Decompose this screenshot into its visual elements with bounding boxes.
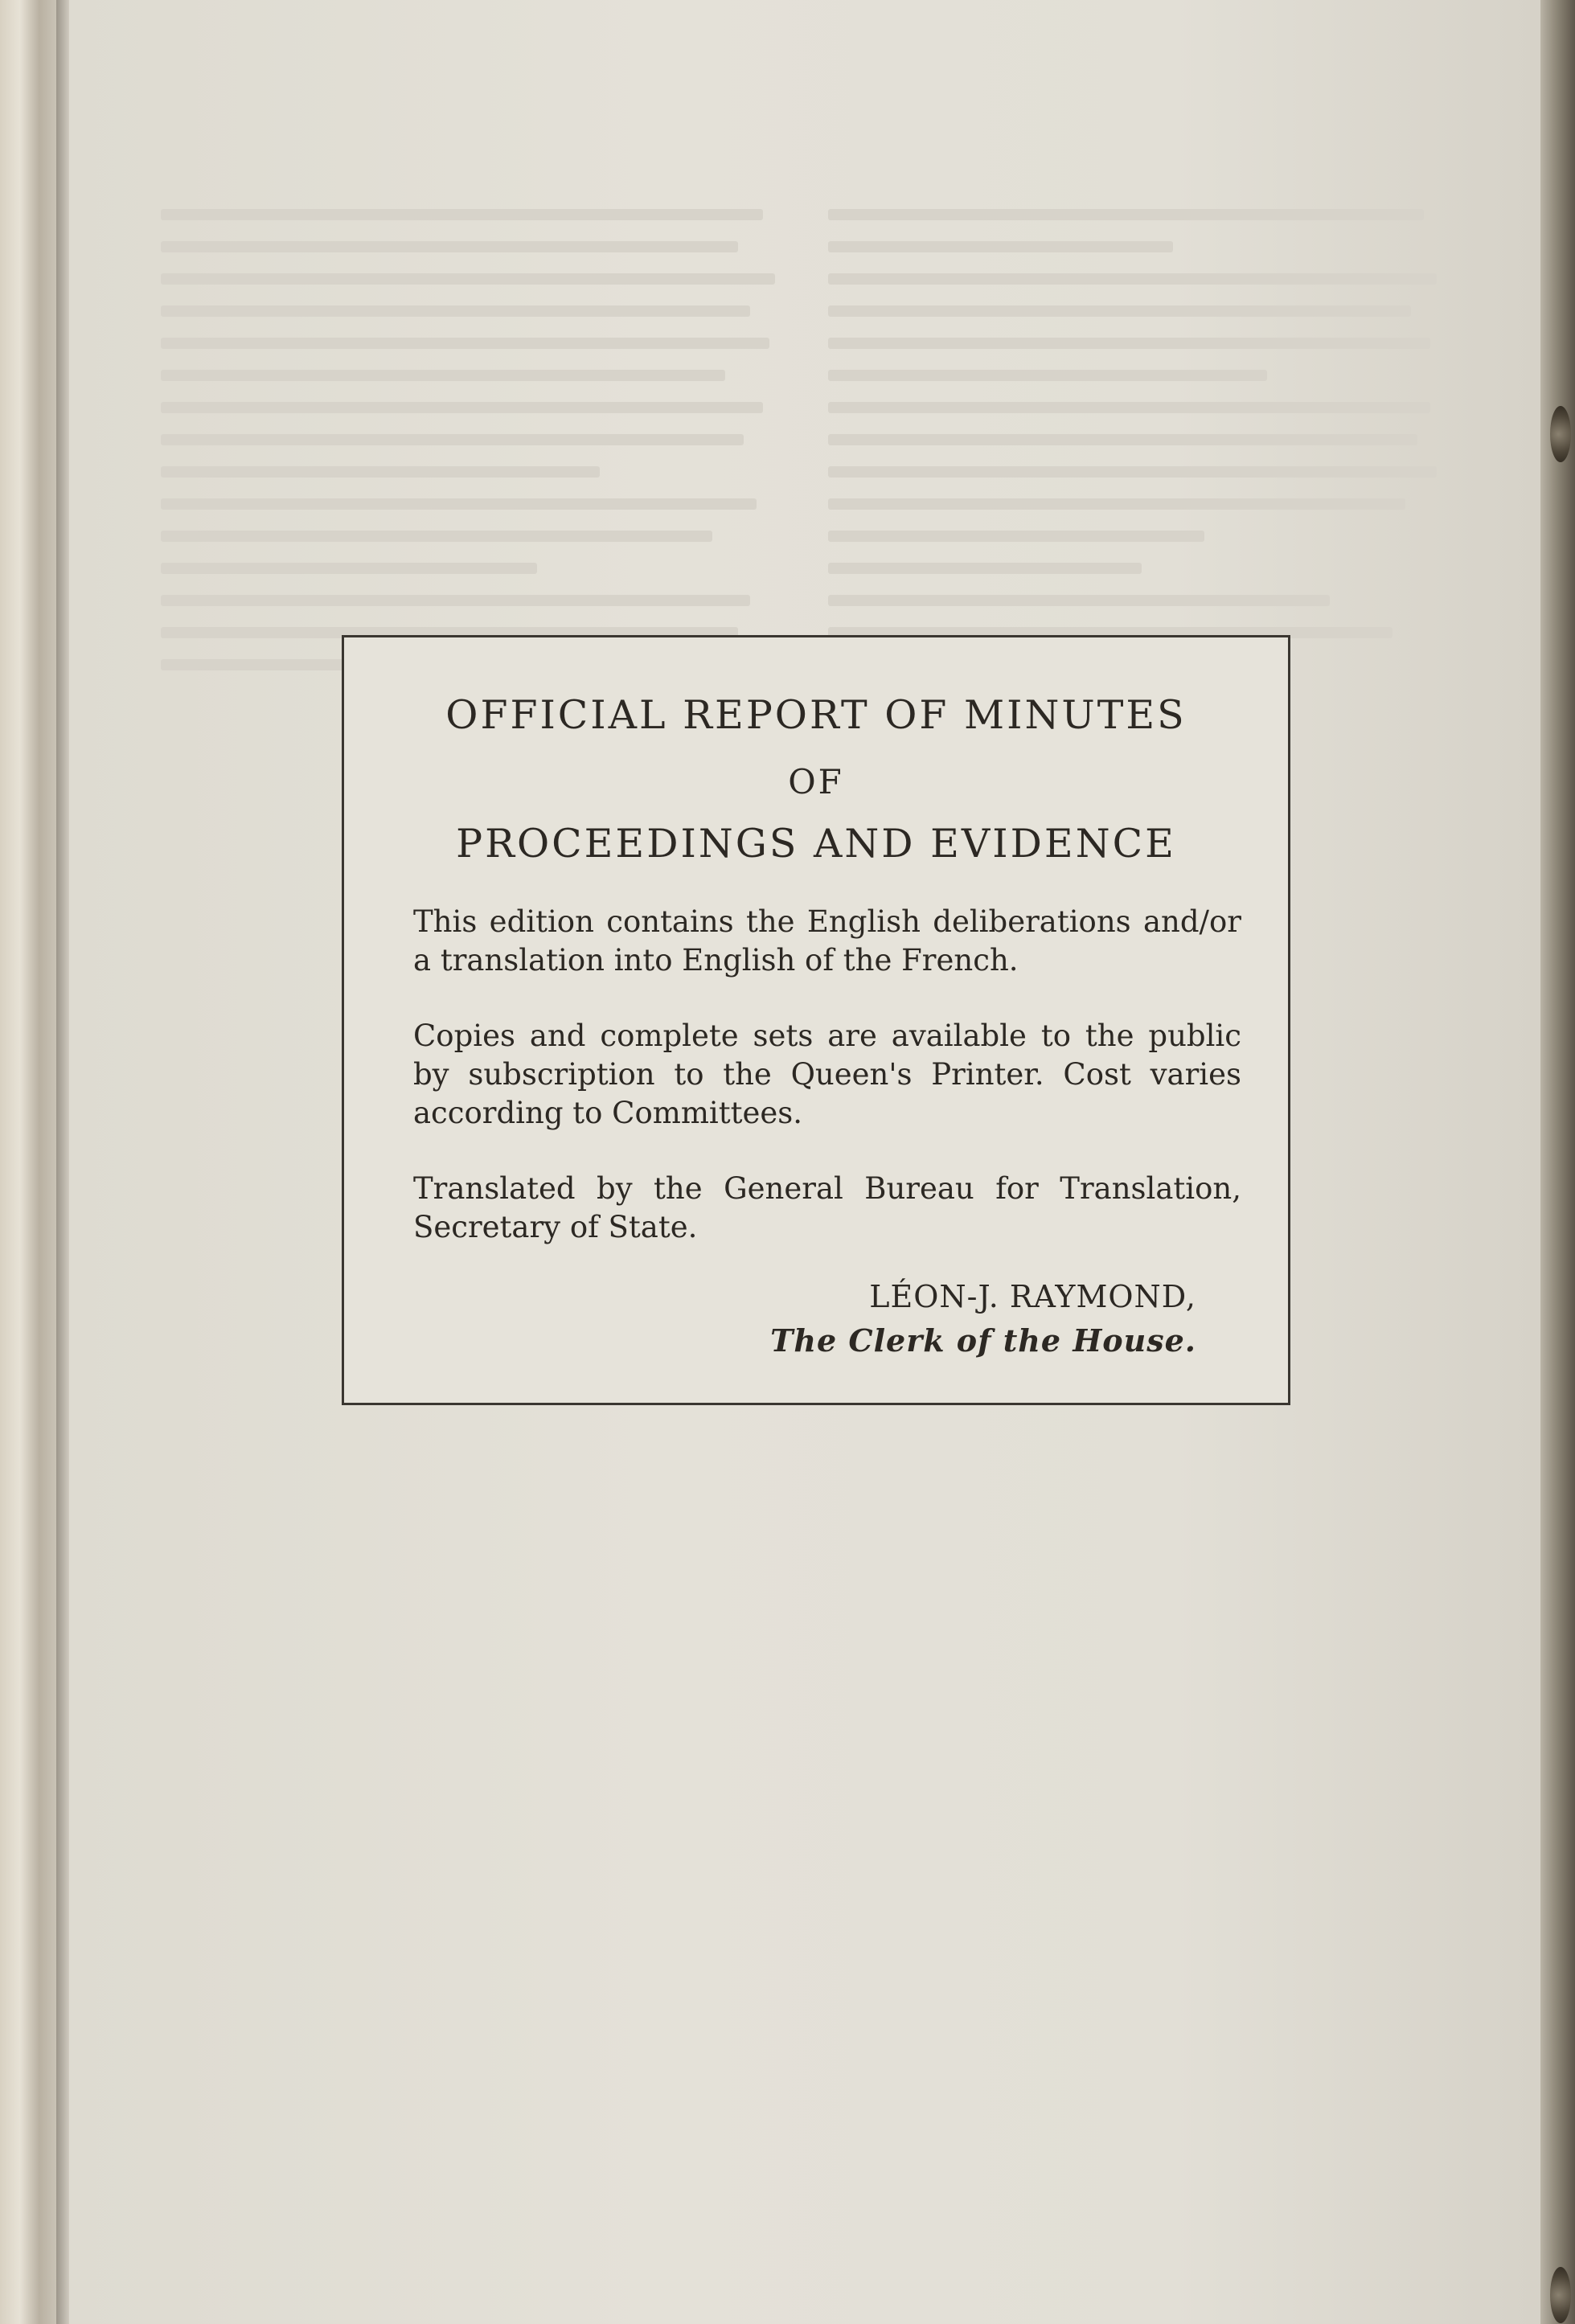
signatory-name: LÉON-J. RAYMOND,	[869, 1279, 1196, 1314]
notice-title-line2: OF	[788, 762, 844, 801]
edition-contents-paragraph: This edition contains the English deliberations and/or a translation into English of the French.	[413, 904, 1241, 978]
binder-ring-bottom	[1550, 2267, 1571, 2323]
page-right-edge	[1540, 0, 1575, 2324]
binder-ring-top	[1550, 406, 1571, 462]
official-report-notice-box	[342, 635, 1290, 1405]
signatory-title: The Clerk of the House.	[770, 1322, 1196, 1359]
notice-title-line3: PROCEEDINGS AND EVIDENCE	[456, 821, 1176, 867]
show-through-left-column	[161, 209, 788, 691]
show-through-right-column	[828, 209, 1455, 691]
subscription-paragraph: Copies and complete sets are available to the public by subscription to the Queen's Printer. Cost varies according to Committees.	[413, 1019, 1241, 1130]
notice-title-line1: OFFICIAL REPORT OF MINUTES	[445, 692, 1187, 738]
book-binding-edge	[0, 0, 56, 2324]
binding-shadow	[56, 0, 69, 2324]
translation-credit-paragraph: Translated by the General Bureau for Translation, Secretary of State.	[413, 1171, 1241, 1244]
